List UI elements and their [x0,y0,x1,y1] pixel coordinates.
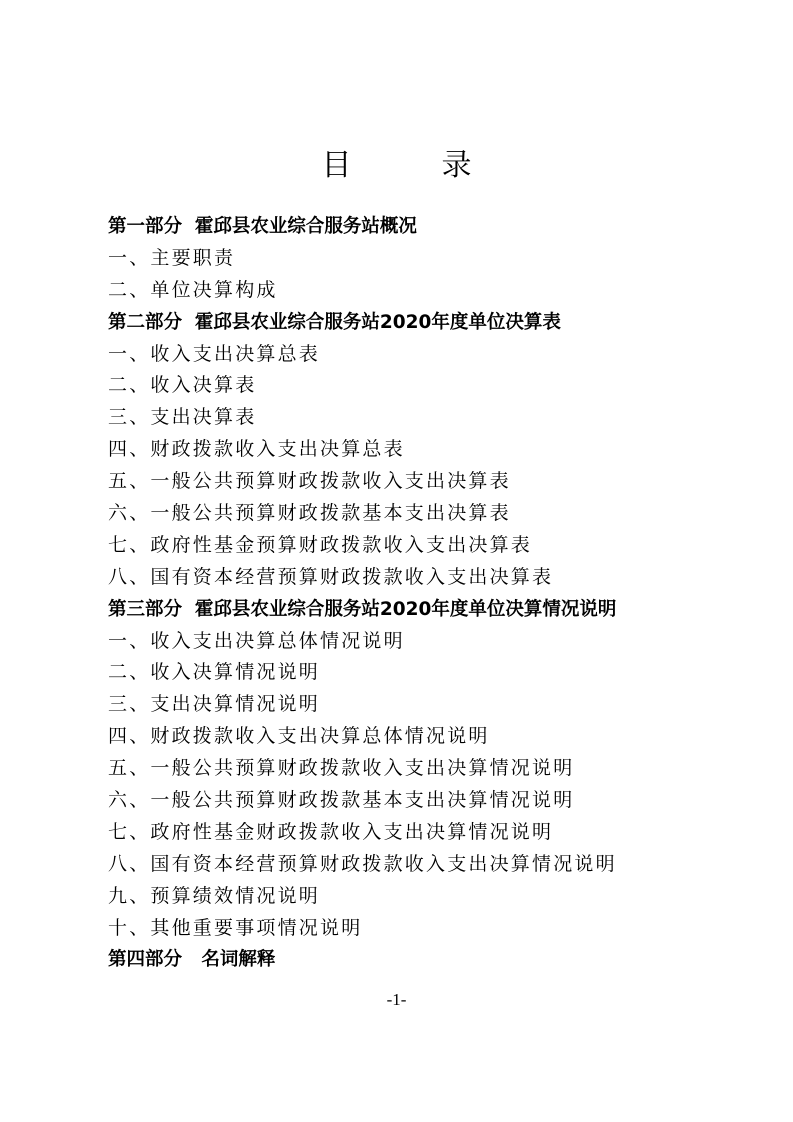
toc-part-heading: 第三部分 霍邱县农业综合服务站2020年度单位决算情况说明 [108,598,617,620]
toc-item: 一、主要职责 [108,246,236,269]
toc-item: 八、国有资本经营预算财政拨款收入支出决算表 [108,565,554,588]
toc-item: 五、一般公共预算财政拨款收入支出决算表 [108,470,511,493]
toc-part-heading: 第二部分 霍邱县农业综合服务站2020年度单位决算表 [108,311,561,333]
toc-item: 八、国有资本经营预算财政拨款收入支出决算情况说明 [108,852,617,875]
toc-item: 五、一般公共预算财政拨款收入支出决算情况说明 [108,757,575,780]
page-number: -1- [386,990,407,1009]
toc-item: 一、收入支出决算总表 [108,342,321,365]
toc-item: 四、财政拨款收入支出决算总体情况说明 [108,725,490,748]
toc-item: 二、收入决算情况说明 [108,661,321,684]
toc-part-heading: 第四部分 名词解释 [108,949,276,971]
toc-item: 九、预算绩效情况说明 [108,884,321,907]
toc-item: 四、财政拨款收入支出决算总表 [108,438,405,461]
toc-item: 三、支出决算表 [108,406,257,429]
toc-part-heading: 第一部分 霍邱县农业综合服务站概况 [108,216,417,237]
toc-item: 三、支出决算情况说明 [108,693,321,716]
toc-item: 六、一般公共预算财政拨款基本支出决算表 [108,502,511,525]
toc-item: 七、政府性基金财政拨款收入支出决算情况说明 [108,820,554,843]
toc-item: 六、一般公共预算财政拨款基本支出决算情况说明 [108,789,575,812]
toc-item: 二、收入决算表 [108,374,257,397]
toc-item: 二、单位决算构成 [108,278,278,301]
page-title: 目 录 [321,148,502,183]
toc-item: 七、政府性基金预算财政拨款收入支出决算表 [108,533,533,556]
table-of-contents [108,211,728,976]
toc-item: 一、收入支出决算总体情况说明 [108,629,405,652]
toc-item: 十、其他重要事项情况说明 [108,916,363,939]
